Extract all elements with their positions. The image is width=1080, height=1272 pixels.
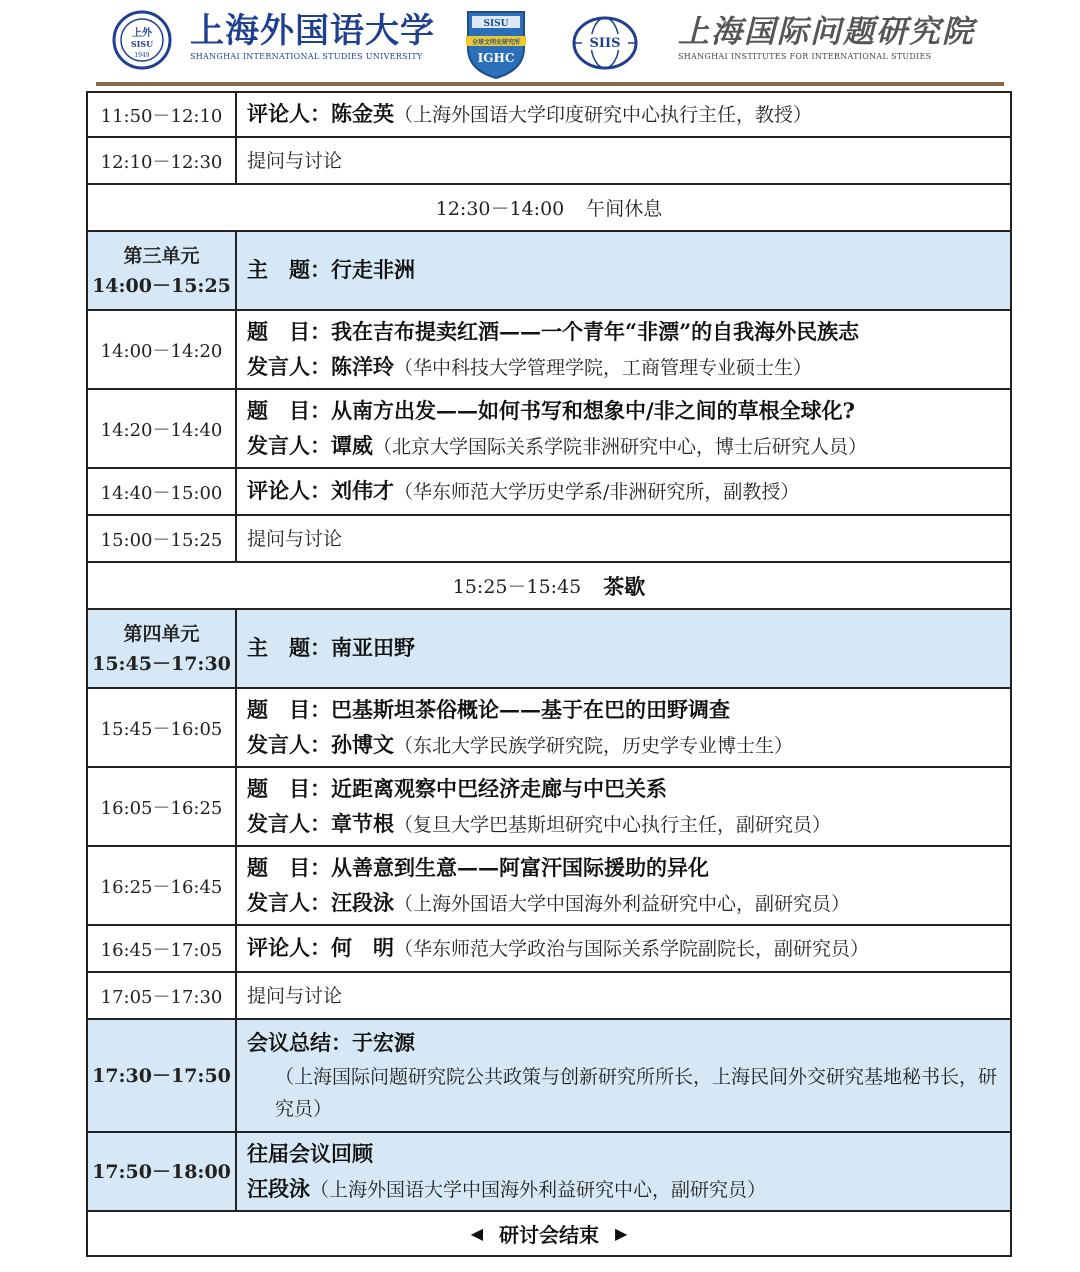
unit-time-cell: [88, 232, 237, 309]
theme-label: 主 题：: [247, 635, 331, 660]
speaker-label: 发言人：: [247, 810, 331, 836]
commentator-affiliation: （华东师范大学历史学系/非洲研究所，副教授）: [394, 481, 800, 503]
speaker-affiliation: （东北大学民族学研究院，历史学专业博士生）: [394, 734, 794, 757]
schedule-table: [86, 91, 1012, 1257]
table-row: [86, 138, 1012, 185]
speaker-label: 发言人：: [247, 889, 331, 915]
siis-badge-text: SIIS: [589, 36, 621, 51]
commentator-name: 刘伟才: [331, 478, 394, 503]
commentator-label: 评论人：: [247, 935, 331, 960]
table-row: [86, 91, 1012, 138]
row-time: 15:45－16:05: [88, 689, 237, 766]
summary-row: [86, 1020, 1012, 1133]
sisu-name-en: SHANGHAI INTERNATIONAL STUDIES UNIVERSITY: [190, 52, 423, 61]
break-time: 12:30－14:00: [435, 198, 565, 220]
speaker-label: 发言人：: [247, 432, 331, 458]
break-time: 15:25－15:45: [452, 576, 582, 598]
talk-title: 近距离观察中巴经济走廊与中巴关系: [331, 775, 667, 801]
ighc-top-text: SISU: [483, 19, 509, 29]
unit-header-row: [86, 232, 1012, 311]
table-row: [86, 926, 1012, 973]
tea-break-row: [86, 563, 1012, 610]
row-content: [237, 973, 1010, 1018]
talk-title: 巴基斯坦茶俗概论——基于在巴的田野调查: [331, 696, 730, 722]
row-time: 14:00－14:20: [88, 311, 237, 388]
title-label: 题 目：: [247, 318, 331, 344]
triangle-right-icon: ▶: [615, 1224, 628, 1243]
row-content: [237, 926, 1010, 971]
discussion-text: 提问与讨论: [247, 527, 343, 550]
row-time: 14:40－15:00: [88, 469, 237, 514]
speaker-name: 陈洋玲: [331, 353, 394, 379]
table-row: [86, 311, 1012, 390]
ighc-shield-logo: [462, 8, 530, 80]
row-content: [237, 138, 1010, 183]
row-time: 16:05－16:25: [88, 768, 237, 845]
row-content: [237, 311, 1010, 388]
row-content: [237, 1020, 1010, 1131]
unit-theme-cell: [237, 610, 1010, 687]
speaker-label: 发言人：: [247, 353, 331, 379]
row-time: 12:10－12:30: [88, 138, 237, 183]
break-text: 午间休息: [586, 198, 663, 220]
unit-header-row: [86, 610, 1012, 689]
siis-name-en: SHANGHAI INSTITUTES FOR INTERNATIONAL STUDIES: [678, 52, 932, 61]
discussion-text: 提问与讨论: [247, 984, 343, 1007]
row-time: 17:50－18:00: [88, 1133, 237, 1210]
review-row: [86, 1133, 1012, 1212]
siis-name-cn: 上海国际问题研究院: [678, 14, 975, 50]
review-title: 往届会议回顾: [247, 1140, 373, 1166]
summary-affiliation: （上海国际问题研究院公共政策与创新研究所所长，上海民间外交研究基地秘书长，研究员）: [275, 1066, 998, 1120]
summary-name: 于宏源: [352, 1030, 415, 1055]
row-time: 17:05－17:30: [88, 973, 237, 1018]
sisu-seal-text: 上外: [132, 28, 152, 39]
speaker-name: 汪段泳: [331, 889, 394, 915]
theme-text: 行走非洲: [331, 257, 415, 282]
row-content: [237, 469, 1010, 514]
table-row: [86, 689, 1012, 768]
title-label: 题 目：: [247, 854, 331, 880]
unit-name: 第四单元: [123, 622, 200, 645]
commentator-name: 陈金英: [331, 101, 394, 126]
end-cell: [88, 1212, 1010, 1255]
end-text: 研讨会结束: [499, 1223, 599, 1247]
sisu-name-cn: 上海外国语大学: [190, 11, 435, 51]
unit-time: 15:45－17:30: [92, 652, 231, 675]
siis-globe-logo: [572, 16, 638, 70]
sisu-seal-year: 1949: [134, 52, 150, 59]
unit-theme-cell: [237, 232, 1010, 309]
speaker-name: 孙博文: [331, 731, 394, 757]
commentator-affiliation: （华东师范大学政治与国际关系学院副院长，副研究员）: [394, 938, 870, 960]
row-time: 17:30－17:50: [88, 1020, 237, 1131]
sisu-wordmark: [190, 11, 435, 61]
theme-text: 南亚田野: [331, 635, 415, 660]
title-label: 题 目：: [247, 397, 331, 423]
lunch-break-row: [86, 185, 1012, 232]
theme-label: 主 题：: [247, 257, 331, 282]
break-text: 茶歇: [603, 573, 646, 599]
row-content: [237, 768, 1010, 845]
row-content: [237, 1133, 1010, 1210]
discussion-text: 提问与讨论: [247, 149, 343, 172]
commentator-name: 何 明: [331, 935, 394, 960]
row-content: [237, 390, 1010, 467]
table-row: [86, 516, 1012, 563]
row-content: [237, 689, 1010, 766]
row-content: [237, 516, 1010, 561]
commentator-label: 评论人：: [247, 101, 331, 126]
row-time: 16:25－16:45: [88, 847, 237, 924]
ighc-mid-text: 全球文明史研究所: [471, 39, 521, 46]
table-row: [86, 768, 1012, 847]
speaker-label: 发言人：: [247, 731, 331, 757]
speaker-affiliation: （华中科技大学管理学院，工商管理专业硕士生）: [394, 356, 813, 379]
title-label: 题 目：: [247, 775, 331, 801]
unit-time-cell: [88, 610, 237, 687]
speaker-affiliation: （上海外国语大学中国海外利益研究中心，副研究员）: [394, 892, 851, 915]
ighc-badge-text: IGHC: [477, 51, 515, 65]
unit-name: 第三单元: [123, 244, 200, 267]
siis-wordmark: [678, 14, 975, 61]
row-time: 11:50－12:10: [88, 93, 237, 136]
talk-title: 从善意到生意——阿富汗国际援助的异化: [331, 854, 709, 880]
row-content: [237, 93, 1010, 136]
header-divider: [96, 82, 1004, 86]
speaker-name: 章节根: [331, 810, 394, 836]
commentator-affiliation: （上海外国语大学印度研究中心执行主任，教授）: [394, 104, 813, 126]
talk-title: 我在吉布提卖红酒——一个青年“非漂”的自我海外民族志: [331, 318, 860, 344]
table-row: [86, 973, 1012, 1020]
row-time: 16:45－17:05: [88, 926, 237, 971]
row-content: [237, 847, 1010, 924]
triangle-left-icon: ◀: [470, 1224, 483, 1243]
row-time: 15:00－15:25: [88, 516, 237, 561]
title-label: 题 目：: [247, 696, 331, 722]
page-header: [0, 0, 1080, 84]
unit-time: 14:00－15:25: [92, 274, 231, 297]
end-row: [86, 1212, 1012, 1257]
table-row: [86, 469, 1012, 516]
summary-label: 会议总结：: [247, 1030, 352, 1055]
talk-title: 从南方出发——如何书写和想象中/非之间的草根全球化?: [331, 397, 855, 423]
row-time: 14:20－14:40: [88, 390, 237, 467]
sisu-seal-sub: SISU: [130, 39, 154, 49]
review-affiliation: （上海外国语大学中国海外利益研究中心，副研究员）: [310, 1178, 767, 1201]
speaker-affiliation: （复旦大学巴基斯坦研究中心执行主任，副研究员）: [394, 813, 832, 836]
sisu-seal-logo: [112, 10, 172, 70]
speaker-affiliation: （北京大学国际关系学院非洲研究中心，博士后研究人员）: [373, 435, 868, 458]
table-row: [86, 390, 1012, 469]
table-row: [86, 847, 1012, 926]
commentator-label: 评论人：: [247, 478, 331, 503]
review-name: 汪段泳: [247, 1175, 310, 1201]
speaker-name: 谭威: [331, 432, 373, 458]
